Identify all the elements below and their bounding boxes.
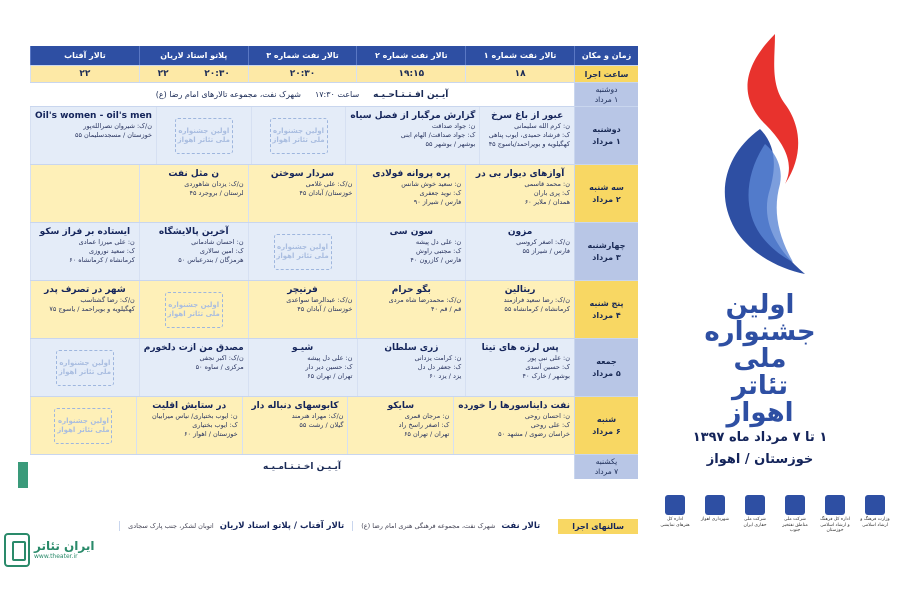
closing-title: آیـیـن اخـتـتـامـیـه	[263, 462, 341, 472]
performance-detail: ن: مرجان قمری	[404, 412, 450, 420]
performance-cell	[356, 281, 465, 338]
day-row	[30, 107, 638, 165]
day-name: یکشنبه	[595, 457, 618, 466]
sponsor-emblem-icon	[825, 495, 845, 515]
day-date: ۴ مرداد	[592, 310, 621, 320]
flame-logo	[705, 34, 815, 284]
performance-detail: ن/ک: رضا سعید فرازمند	[503, 296, 570, 304]
performance-detail: تهران / تهران ۶۵	[307, 372, 353, 380]
performance-detail: فارس / کازرون ۴۰	[410, 256, 462, 264]
day-date: ۷ مرداد	[594, 467, 619, 476]
festival-watermark-logo: اولین جشنواره ملی تئاتر اهواز	[54, 408, 112, 444]
performance-cell	[139, 165, 248, 222]
performance-title: شیـو	[292, 343, 314, 353]
performance-cell	[30, 397, 136, 454]
sponsor-caption: وزارت فرهنگ و ارشاد اسلامی	[860, 517, 890, 528]
day-cell	[574, 223, 638, 280]
performance-cell	[356, 223, 465, 280]
performance-title: فرنیچر	[287, 285, 318, 295]
performance-detail: ن: کرم الله سلیمانی	[514, 122, 570, 130]
time-cell: ۱۹:۱۵	[356, 66, 465, 82]
performance-cell	[136, 397, 242, 454]
time-cell: ۲۲	[30, 66, 139, 82]
closing-row	[30, 455, 638, 479]
performance-detail: ک: اصغر راسخ راد	[398, 421, 450, 429]
performance-detail: فارس / شیراز ۹۰	[413, 198, 462, 206]
performance-title: مزون	[507, 227, 533, 237]
performance-detail: ن/ک: رضا گشتاسب	[80, 296, 135, 304]
performance-cell	[30, 165, 139, 222]
performance-title: در ستایش اقلیت	[152, 401, 227, 411]
day-cell	[574, 83, 638, 106]
performance-detail: ک: سعید نوروزی	[89, 247, 135, 255]
performance-detail: خوزستان / مسجدسلیمان ۵۵	[74, 131, 152, 139]
performance-title: سون سی	[389, 227, 433, 237]
sponsor-logo	[780, 495, 810, 534]
sponsor-emblem-icon	[705, 495, 725, 515]
performance-title: زری سلطان	[384, 343, 439, 353]
performance-detail: ن/ک: عبدالرضا سواعدی	[286, 296, 353, 304]
performance-detail: ن/ک: یزدان شاهوردی	[184, 180, 244, 188]
performance-title: نفت دایناسورها را خورده	[458, 401, 570, 411]
day-row	[30, 165, 638, 223]
festival-watermark-logo: اولین جشنواره ملی تئاتر اهواز	[165, 292, 223, 328]
performance-detail: ن/ک: اکبر نجفی	[199, 354, 244, 362]
performance-detail: لرستان / بروجرد ۴۵	[189, 189, 244, 197]
performance-detail: مرکزی / ساوه ۵۰	[195, 363, 244, 371]
title-line: اهواز	[726, 398, 794, 428]
performance-detail: بوشهر / خارک ۴۰	[522, 372, 570, 380]
performance-title: گزارش مرگبار از فصل سیاه	[350, 111, 476, 121]
performance-cell	[345, 107, 479, 164]
performance-cell	[30, 281, 139, 338]
performance-detail: ک: امین سالاری	[199, 247, 244, 255]
performance-detail: ن: علی دل پیشه	[307, 354, 353, 362]
performance-title: مصدق من ازت دلخورم	[143, 343, 244, 353]
legend-tag: سالنهای اجرا	[558, 519, 638, 534]
time-cell: ۲۰:۳۰	[248, 66, 357, 82]
venue-header: تالار آفتاب	[30, 46, 139, 65]
performance-cell	[139, 281, 248, 338]
legend-item	[352, 521, 548, 531]
day-row	[30, 223, 638, 281]
day-name: دوشنبه	[592, 124, 621, 134]
performance-detail: بوشهر / بوشهر ۵۵	[425, 140, 476, 148]
theater-logo-icon	[4, 533, 30, 567]
performance-detail: ک: ایوب بختیاری	[192, 421, 238, 429]
performance-cell	[139, 223, 248, 280]
performance-title: Oil's women - oil's men	[35, 111, 152, 121]
performance-title: بگو حرام	[391, 285, 431, 295]
performance-cell	[465, 165, 574, 222]
day-date: ۱ مرداد	[592, 136, 621, 146]
performance-detail: ک: جعفر دل دل	[417, 363, 462, 371]
performance-detail: خوزستان / آبادان ۴۵	[297, 305, 353, 313]
closing-info	[30, 455, 574, 479]
venue-header: پلاتو استاد لاریان	[139, 46, 248, 65]
performance-cell	[156, 107, 251, 164]
sponsor-logo	[740, 495, 770, 534]
festival-place: خوزستان / اهواز	[706, 452, 814, 467]
venue-header: تالار نفت شماره ۳	[248, 46, 357, 65]
title-line: تئاتر	[731, 371, 789, 401]
performance-title: ریتالین	[504, 285, 536, 295]
performance-cell	[248, 223, 357, 280]
day-cell	[574, 397, 638, 454]
performance-cell	[251, 107, 346, 164]
sponsor-caption: شهرداری اهواز	[700, 517, 730, 522]
opening-title: آیـین افـتـتـاحـیـه	[373, 89, 449, 100]
performance-detail: ن: احسان شادمانی	[191, 238, 244, 246]
day-date: ۱ مرداد	[594, 94, 619, 104]
watermark-name: ایران تئاتر	[34, 539, 95, 553]
legend-venue-address: اتوبان لشکر، جنب پارک سجادی	[128, 522, 214, 530]
sponsor-emblem-icon	[665, 495, 685, 515]
performance-cell	[357, 339, 466, 396]
performance-cell	[356, 165, 465, 222]
day-row	[30, 397, 638, 455]
performance-cell	[453, 397, 574, 454]
performance-detail: ن/ک: محمدرضا شاه مردی	[388, 296, 462, 304]
performance-detail: ن: ایوب بختیاری/ نیاس میرابیان	[151, 412, 238, 420]
performance-title: پره پروانه فولادی	[372, 169, 451, 179]
performance-detail: یزد / یزد ۶۰	[429, 372, 462, 380]
performance-detail: ک: نوید جعفری	[419, 189, 462, 197]
performance-detail: کرمانشاه / کرمانشاه ۶۰	[69, 256, 135, 264]
performance-detail: ن: علی میرزا عمادی	[78, 238, 135, 246]
day-date: ۲ مرداد	[592, 194, 621, 204]
performance-detail: قم / قم ۴۰	[430, 305, 462, 313]
performance-detail: کرمانشاه / کرمانشاه ۵۵	[504, 305, 570, 313]
performance-detail: کهگیلویه و بویراحمد/یاسوج ۴۵	[488, 140, 570, 148]
title-line: جشنواره	[704, 317, 816, 347]
watermark-url: www.theater.ir	[34, 553, 78, 560]
sponsor-emblem-icon	[785, 495, 805, 515]
time-label: ساعت اجرا	[574, 66, 638, 82]
performance-cell	[248, 281, 357, 338]
sponsor-caption: شرکت ملی مناطق نفتخیز جنوب	[782, 517, 808, 533]
day-name: جمعه	[596, 356, 617, 366]
sponsor-logo	[700, 495, 730, 534]
schedule-table	[30, 46, 638, 479]
performance-detail: ک: جواد صداقت/ الهام ابنی	[400, 131, 476, 139]
day-name: شنبه	[596, 414, 617, 424]
sponsor-logos	[660, 495, 890, 534]
performance-title: عبور از باغ سرخ	[491, 111, 564, 121]
day-cell	[574, 455, 638, 479]
festival-watermark-logo: اولین جشنواره ملی تئاتر اهواز	[175, 118, 233, 154]
title-line: ملی	[733, 344, 787, 374]
day-name: دوشنبه	[595, 84, 618, 94]
performance-detail: خوزستان/ آبادان ۴۵	[299, 189, 353, 197]
festival-watermark-logo: اولین جشنواره ملی تئاتر اهواز	[270, 118, 328, 154]
performance-title: سایکو	[387, 401, 415, 411]
performance-detail: ک: حسین دیر دار	[305, 363, 353, 371]
performance-detail: تهران / تهران ۶۵	[403, 430, 450, 438]
sponsor-logo	[820, 495, 850, 534]
performance-detail: همدان / ملایر ۶۰	[524, 198, 570, 206]
time-cell: ۲۲	[157, 69, 169, 79]
performance-detail: ن: احسان روحی	[524, 412, 570, 420]
performance-cell	[248, 339, 357, 396]
performance-detail: ن/ک: اصغر کروسی	[516, 238, 570, 246]
performance-cell	[139, 339, 248, 396]
festival-title	[680, 292, 840, 427]
time-cell: ۱۸	[465, 66, 574, 82]
sponsor-logo	[660, 495, 690, 534]
day-rows	[30, 107, 638, 455]
opening-info	[30, 83, 574, 106]
performance-detail: ک: مجتبی راوش	[416, 247, 462, 255]
performance-title: کابوسهای دنباله دار	[251, 401, 339, 411]
performance-cell	[479, 107, 574, 164]
performance-detail: ن: کرامت یزدانی	[414, 354, 462, 362]
day-name: پنج شنبه	[589, 298, 624, 308]
performance-detail: ن/ک: شیروان نصرالله‌پور	[83, 122, 152, 130]
performance-detail: خراسان رضوی / مشهد ۵۰	[498, 430, 570, 438]
performance-detail: ن: سعید خوش شانس	[401, 180, 462, 188]
performance-cell	[30, 223, 139, 280]
performance-cell	[242, 397, 348, 454]
sponsor-caption: شرکت ملی حفاری ایران	[743, 517, 767, 528]
performance-title: ایستاده بر فراز سکو	[39, 227, 131, 237]
legend-item	[119, 521, 352, 531]
performance-title: شهر در تصرف پدر	[44, 285, 126, 295]
day-cell	[574, 339, 638, 396]
sponsor-emblem-icon	[865, 495, 885, 515]
performance-detail: ن: علی دل پیشه	[415, 238, 462, 246]
day-cell	[574, 165, 638, 222]
day-row	[30, 339, 638, 397]
performance-detail: ک: پری باران	[533, 189, 570, 197]
opening-place: شهرک نفت، مجموعه تالارهای امام رضا (ع)	[155, 90, 301, 99]
title-line: اولین	[725, 290, 795, 320]
day-name: چهارشنبه	[587, 240, 626, 250]
day-name: سه شنبه	[589, 182, 624, 192]
legend-venue-address: شهرک نفت، مجموعه فرهنگی هنری امام رضا (ع)	[361, 522, 496, 530]
performance-title: آوازهای دیوار بی در	[475, 169, 565, 179]
day-cell	[574, 281, 638, 338]
day-date: ۶ مرداد	[592, 426, 621, 436]
side-watermark-tag	[18, 462, 28, 488]
performance-detail: گیلان / رشت ۵۵	[299, 421, 344, 429]
performance-cell	[30, 107, 156, 164]
performance-cell	[347, 397, 453, 454]
watermark-text	[34, 540, 95, 560]
performance-detail: خوزستان / اهواز ۶۰	[184, 430, 238, 438]
performance-title: سردار سوختن	[270, 169, 335, 179]
performance-cell	[248, 165, 357, 222]
sponsor-caption: اداره کل هنرهای نمایشی	[660, 517, 690, 528]
day-date: ۵ مرداد	[592, 368, 621, 378]
performance-detail: ک: علی روحی	[530, 421, 570, 429]
day-cell	[574, 107, 638, 164]
festival-watermark-logo: اولین جشنواره ملی تئاتر اهواز	[274, 234, 332, 270]
performance-cell	[30, 339, 139, 396]
venue-header: تالار نفت شماره ۲	[356, 46, 465, 65]
sponsor-emblem-icon	[745, 495, 765, 515]
corner-cell: زمان و مکان	[574, 46, 638, 65]
performance-cell	[465, 223, 574, 280]
performance-detail: ک: فرشاد حمیدی، ایوب پناهی	[488, 131, 570, 139]
performance-detail: کهگیلویه و بویراحمد / یاسوج ۷۵	[49, 305, 135, 313]
performance-detail: ک: حسین آسدی	[525, 363, 570, 371]
performance-title: ن مثل نفت	[168, 169, 220, 179]
legend-venue-name: تالار آفتاب / پلاتو استاد لاریان	[219, 521, 345, 531]
day-date: ۳ مرداد	[592, 252, 621, 262]
performance-detail: ن/ک: مهراد هنرمند	[291, 412, 344, 420]
opening-row	[30, 83, 638, 107]
sponsor-logo	[860, 495, 890, 534]
legend-venue-name: تالار نفت	[501, 521, 541, 531]
festival-dates: ۱ تا ۷ مرداد ماه ۱۳۹۷	[692, 430, 828, 445]
time-cell-split	[139, 66, 248, 82]
performance-detail: ن: محمد قاسمی	[524, 180, 570, 188]
performance-detail: ن: علی نبی پور	[527, 354, 570, 362]
time-cell: ۲۰:۳۰	[204, 69, 230, 79]
opening-time: ساعت ۱۷:۳۰	[314, 90, 360, 99]
performance-title: پس لرزه های تیتا	[481, 343, 559, 353]
performance-cell	[465, 281, 574, 338]
performance-detail: ن/ک: علی غلامی	[305, 180, 353, 188]
site-watermark	[4, 521, 124, 579]
day-row	[30, 281, 638, 339]
header-row	[30, 46, 638, 66]
festival-watermark-logo: اولین جشنواره ملی تئاتر اهواز	[56, 350, 114, 386]
time-row	[30, 66, 638, 83]
performance-detail: ن: جواد صداقت	[431, 122, 476, 130]
performance-detail: هرمزگان / بندرعباس ۵۰	[178, 256, 244, 264]
performance-detail: فارس / شیراز ۵۵	[522, 247, 570, 255]
performance-title: آخرین پالایشگاه	[158, 227, 229, 237]
performance-cell	[465, 339, 574, 396]
sponsor-caption: اداره کل فرهنگ و ارشاد اسلامی خوزستان	[820, 517, 850, 533]
venue-header: تالار نفت شماره ۱	[465, 46, 574, 65]
